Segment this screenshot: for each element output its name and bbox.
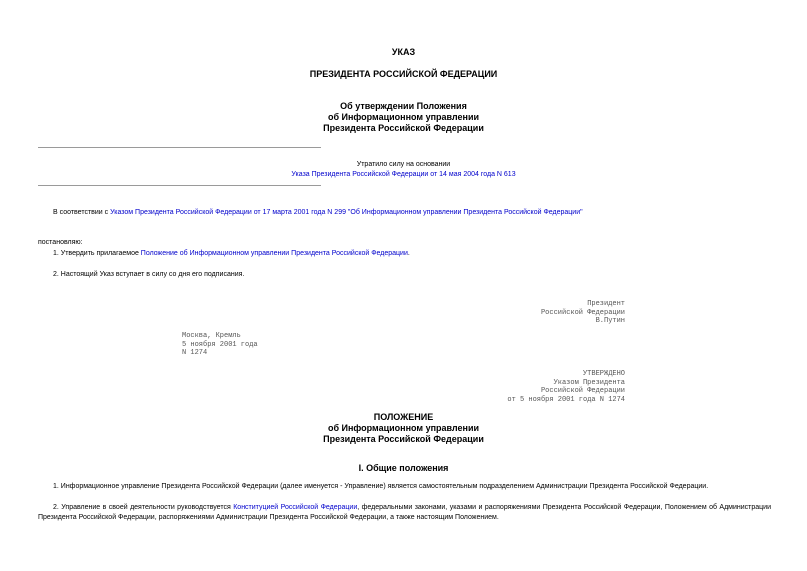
signature-line2: Российской Федерации: [540, 308, 625, 317]
signature-block: [541, 300, 625, 326]
regulation-line2: об Информационном управлении: [327, 423, 480, 433]
item1-regulation-link[interactable]: Положение об Информационном управлении Президента Российской Федерации: [140, 250, 408, 257]
place-date-block: [182, 332, 258, 358]
item1-suffix: .: [407, 250, 410, 257]
divider-top: [38, 147, 321, 148]
preamble: [53, 208, 773, 218]
approval-block: [507, 370, 625, 404]
signature-line3: В.Путин: [595, 317, 625, 325]
p2-prefix: 2. Управление в своей деятельности руководствуется: [53, 504, 234, 511]
approval-line3: Российской Федерации: [540, 387, 625, 395]
decree-item-1: [53, 249, 773, 259]
decree-subject-line2: об Информационном управлении: [327, 112, 480, 122]
regulation-paragraph-2: [38, 503, 771, 523]
number-line: N 1274: [182, 349, 208, 357]
regulation-title: ПОЛОЖЕНИЕ: [373, 412, 434, 422]
decree-subject-line3: Президента Российской Федерации: [323, 123, 484, 133]
resolve-text: постановляю:: [38, 239, 83, 246]
preamble-prefix: В соответствии с: [53, 209, 111, 216]
place-line: Москва, Кремль: [182, 332, 241, 340]
p2-suffix: , федеральными законами, указами и распоряжениями Президента Российской Федерации, Положением об Администрации Президента Российской Федерации, распоряжениями Администрации Президента Российской Федерации, а также настоящим Положением.: [38, 504, 771, 521]
date-line: 5 ноября 2001 года: [182, 340, 258, 349]
approval-line4: от 5 ноября 2001 года N 1274: [507, 395, 625, 404]
status-note: Утратило силу на основании: [356, 161, 451, 168]
constitution-link[interactable]: Конституцией Российской Федерации: [233, 504, 358, 511]
decree-item-2: 2. Настоящий Указ вступает в силу со дня его подписания.: [53, 271, 245, 278]
decree-issuer: ПРЕЗИДЕНТА РОССИЙСКОЙ ФЕДЕРАЦИИ: [309, 69, 498, 79]
regulation-line3: Президента Российской Федерации: [323, 434, 484, 444]
approval-line1: УТВЕРЖДЕНО: [582, 370, 625, 378]
status-repeal-link[interactable]: Указа Президента Российской Федерации от 14 мая 2004 года N 613: [291, 171, 516, 178]
section-1-title: I. Общие положения: [358, 463, 449, 473]
decree-title: УКАЗ: [391, 47, 416, 57]
approval-line2: Указом Президента: [553, 378, 625, 387]
divider-bottom: [38, 185, 321, 186]
regulation-paragraph-1: 1. Информационное управление Президента Российской Федерации (далее именуется - Управление) является самостоятельным подразделением Администрации Президента Российской Федерации.: [53, 483, 709, 490]
item1-prefix: 1. Утвердить прилагаемое: [53, 250, 141, 257]
signature-line1: Президент: [587, 300, 625, 308]
preamble-link[interactable]: Указом Президента Российской Федерации от 17 марта 2001 года N 299 "Об Информационном управлении Президента Российской Федерации": [110, 209, 583, 216]
decree-subject-line1: Об утверждении Положения: [340, 101, 467, 111]
